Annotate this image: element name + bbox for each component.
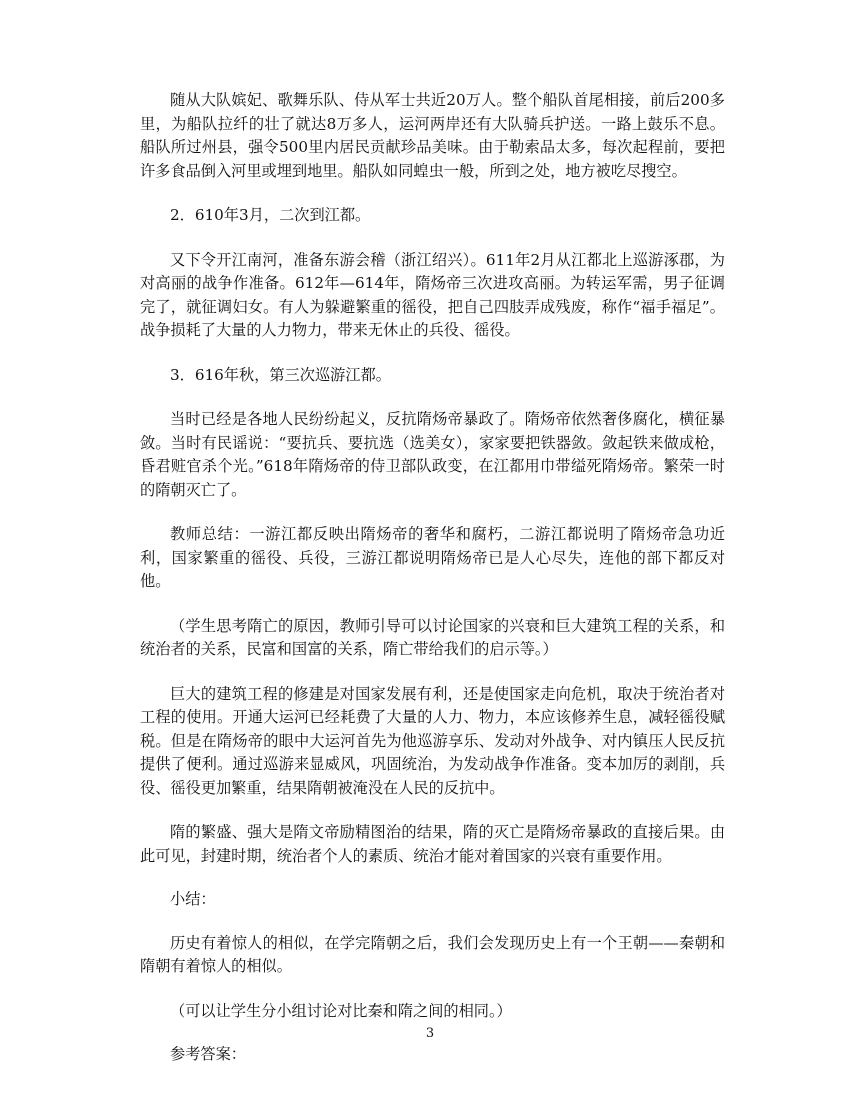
paragraph-voyage-description: 随从大队嫔妃、歌舞乐队、侍从军士共近20万人。整个船队首尾相接，前后200多里，为船队拉纤的壮了就达8万多人，运河两岸还有大队骑兵护送。一路上鼓乐不息。船队所过州县，强令500里内居民贡献珍品美味。由于勒索品太多，每次起程前，要把许多食品倒入河里或埋到地里。船队如同蝗虫一般，所到之处，地方被吃尽搜空。 xyxy=(140,91,725,180)
paragraph-construction-projects: 巨大的建筑工程的修建是对国家发展有利，还是使国家走向危机，取决于统治者对工程的使用。开通大运河已经耗费了大量的人力、物力，本应该修养生息，减轻徭役赋税。但是在隋炀帝的眼中大运河首先为他巡游享乐、发动对外战争、对内镇压人民反抗提供了便利。通过巡游来显威风，巩固统治，为发动战争作准备。变本加厉的剥削，兵役、徭役更加繁重，结果隋朝被淹没在人民的反抗中。 xyxy=(140,684,725,797)
paragraph-student-reflection: （学生思考隋亡的原因，教师引导可以讨论国家的兴衰和巨大建筑工程的关系，和统治者的关系，民富和国富的关系，隋亡带给我们的启示等。） xyxy=(140,616,725,658)
paragraph-fall-of-sui: 当时已经是各地人民纷纷起义，反抗隋炀帝暴政了。隋炀帝依然奢侈腐化，横征暴敛。当时有民谣说：“要抗兵、要抗选（选美女），家家要把铁器敛。敛起铁来做成枪，昏君赃官杀个光。”618年隋炀帝的侍卫部队政变，在江都用巾带缢死隋炀帝。繁荣一时的隋朝灭亡了。 xyxy=(140,410,725,499)
heading-third-tour: 3．616年秋，第三次巡游江都。 xyxy=(170,365,391,384)
paragraph-rise-and-fall: 隋的繁盛、强大是隋文帝励精图治的结果，隋的灭亡是隋炀帝暴政的直接后果。由此可见，封建时期，统治者个人的素质、统治才能对着国家的兴衰有重要作用。 xyxy=(140,823,725,865)
heading-second-tour: 2．610年3月，二次到江都。 xyxy=(170,206,371,224)
heading-reference-answer: 参考答案： xyxy=(170,1045,246,1063)
paragraph-group-discussion: （可以让学生分小组讨论对比秦和隋之间的相同。） xyxy=(170,1001,512,1020)
page-number: 3 xyxy=(425,1026,435,1041)
paragraph-qin-sui-similarity: 历史有着惊人的相似，在学完隋朝之后，我们会发现历史上有一个王朝——秦朝和隋朝有着惊人的相似。 xyxy=(140,933,725,975)
heading-summary: 小结： xyxy=(170,890,216,908)
paragraph-goguryeo-war: 又下令开江南河，准备东游会稽（浙江绍兴）。611年2月从江都北上巡游涿郡，为对高丽的战争作准备。612年—614年，隋炀帝三次进攻高丽。为转运军需，男子征调完了，就征调妇女。有人为躲避繁重的徭役，把自己四肢弄成残废，称作“福手福足”。战争损耗了大量的人力物力，带来无休止的兵役、徭役。 xyxy=(140,250,725,339)
paragraph-teacher-summary: 教师总结：一游江都反映出隋炀帝的奢华和腐朽，二游江都说明了隋炀帝急功近利，国家繁重的徭役、兵役，三游江都说明隋炀帝已是人心尽失，连他的部下都反对他。 xyxy=(140,525,725,590)
document-body xyxy=(140,89,725,1067)
